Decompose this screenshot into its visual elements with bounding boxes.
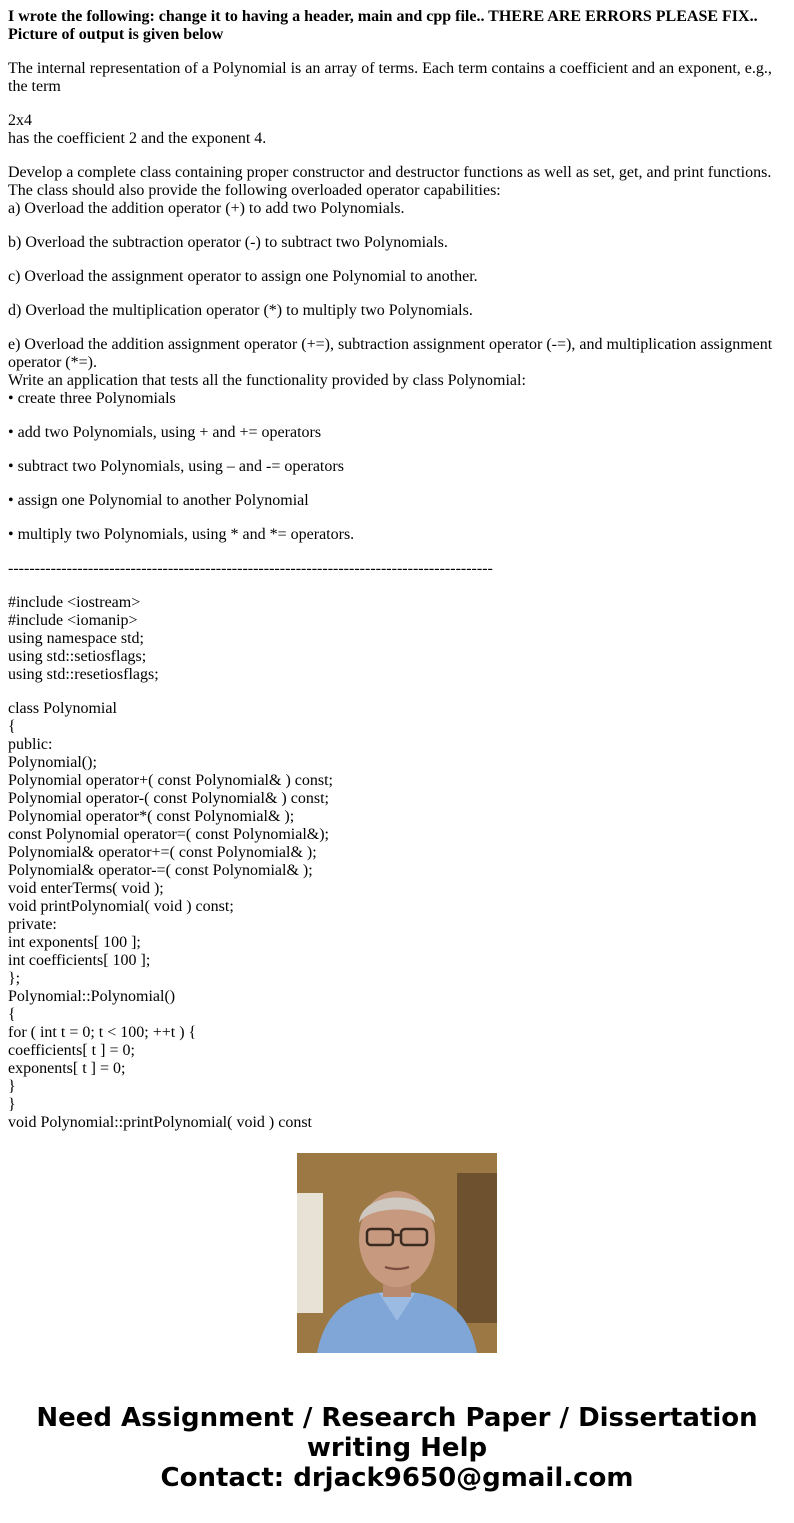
- promo-contact: Contact: drjack9650@gmail.com: [160, 1463, 634, 1493]
- photo-wall-panel: [297, 1193, 323, 1313]
- code-includes-block: [8, 594, 780, 684]
- code-line: for ( int t = 0; t < 100; ++t ) {: [8, 1024, 197, 1041]
- code-line: class Polynomial: [8, 700, 117, 717]
- app-lead: Write an application that tests all the functionality provided by class Polynomial:: [8, 372, 526, 389]
- code-line: };: [8, 970, 21, 987]
- promo-footer: [0, 1403, 794, 1493]
- code-line: using std::resetiosflags;: [8, 666, 159, 683]
- code-line: private:: [8, 916, 57, 933]
- example-term-description: has the coefficient 2 and the exponent 4.: [8, 130, 267, 147]
- code-line: #include <iostream>: [8, 594, 141, 611]
- code-line: Polynomial operator+( const Polynomial& ) const;: [8, 772, 333, 789]
- bullet-item: • subtract two Polynomials, using – and -= operators: [8, 458, 344, 475]
- code-class-block: [8, 700, 780, 1132]
- code-line: void printPolynomial( void ) const;: [8, 898, 234, 915]
- author-avatar: [297, 1153, 497, 1353]
- intro-paragraph: The internal representation of a Polynomial is an array of terms. Each term contains a coefficient and an exponent, e.g., the term: [8, 60, 772, 95]
- code-line: using namespace std;: [8, 630, 144, 647]
- bullet-item: • multiply two Polynomials, using * and *= operators.: [8, 526, 355, 543]
- code-line: #include <iomanip>: [8, 612, 138, 629]
- example-term-paragraph: [8, 112, 780, 148]
- code-line: public:: [8, 736, 53, 753]
- code-line: const Polynomial operator=( const Polynomial&);: [8, 826, 329, 843]
- code-line: Polynomial operator*( const Polynomial& );: [8, 808, 295, 825]
- code-line: {: [8, 718, 16, 735]
- spec-item-e: e) Overload the addition assignment operator (+=), subtraction assignment operator (-=), and multiplication assignment operator (*=).: [8, 336, 777, 371]
- code-line: void Polynomial::printPolynomial( void ) const: [8, 1114, 312, 1131]
- spec-lead-2: The class should also provide the following overloaded operator capabilities:: [8, 182, 501, 199]
- spec-lead: Develop a complete class containing proper constructor and destructor functions as well as set, get, and print functions.: [8, 164, 772, 181]
- spec-item-e-paragraph: [8, 336, 780, 408]
- code-line: Polynomial operator-( const Polynomial& ) const;: [8, 790, 329, 807]
- code-line: coefficients[ t ] = 0;: [8, 1042, 135, 1059]
- bullet-item: • create three Polynomials: [8, 390, 176, 407]
- spec-item-d: d) Overload the multiplication operator (*) to multiply two Polynomials.: [8, 302, 473, 319]
- author-photo: [297, 1153, 497, 1353]
- promo-line-1: Need Assignment / Research Paper / Dissertation: [36, 1403, 758, 1433]
- code-line: void enterTerms( void );: [8, 880, 164, 897]
- code-line: Polynomial& operator-=( const Polynomial& );: [8, 862, 313, 879]
- bullet-item: • assign one Polynomial to another Polynomial: [8, 492, 309, 509]
- question-title: I wrote the following: change it to having a header, main and cpp file.. THERE ARE ERRORS PLEASE FIX.. Picture of output is given below: [8, 8, 758, 43]
- code-line: }: [8, 1078, 16, 1095]
- bullet-item: • add two Polynomials, using + and += operators: [8, 424, 322, 441]
- question-content: [8, 8, 780, 1131]
- code-line: int exponents[ 100 ];: [8, 934, 141, 951]
- promo-line-2: writing Help: [306, 1433, 488, 1463]
- code-line: }: [8, 1096, 16, 1113]
- code-line: Polynomial& operator+=( const Polynomial& );: [8, 844, 317, 861]
- spec-item-b: b) Overload the subtraction operator (-) to subtract two Polynomials.: [8, 234, 448, 251]
- code-line: using std::setiosflags;: [8, 648, 147, 665]
- code-line: int coefficients[ 100 ];: [8, 952, 151, 969]
- code-line: Polynomial::Polynomial(): [8, 988, 176, 1005]
- code-line: exponents[ t ] = 0;: [8, 1060, 126, 1077]
- separator-line: -------------------------------------------------------------------------------------------: [8, 560, 493, 577]
- code-line: {: [8, 1006, 16, 1023]
- spec-item-c: c) Overload the assignment operator to assign one Polynomial to another.: [8, 268, 478, 285]
- photo-door-panel: [457, 1173, 497, 1323]
- spec-item-a: a) Overload the addition operator (+) to add two Polynomials.: [8, 200, 405, 217]
- spec-paragraph: [8, 164, 780, 218]
- example-term: 2x4: [8, 112, 32, 129]
- code-line: Polynomial();: [8, 754, 97, 771]
